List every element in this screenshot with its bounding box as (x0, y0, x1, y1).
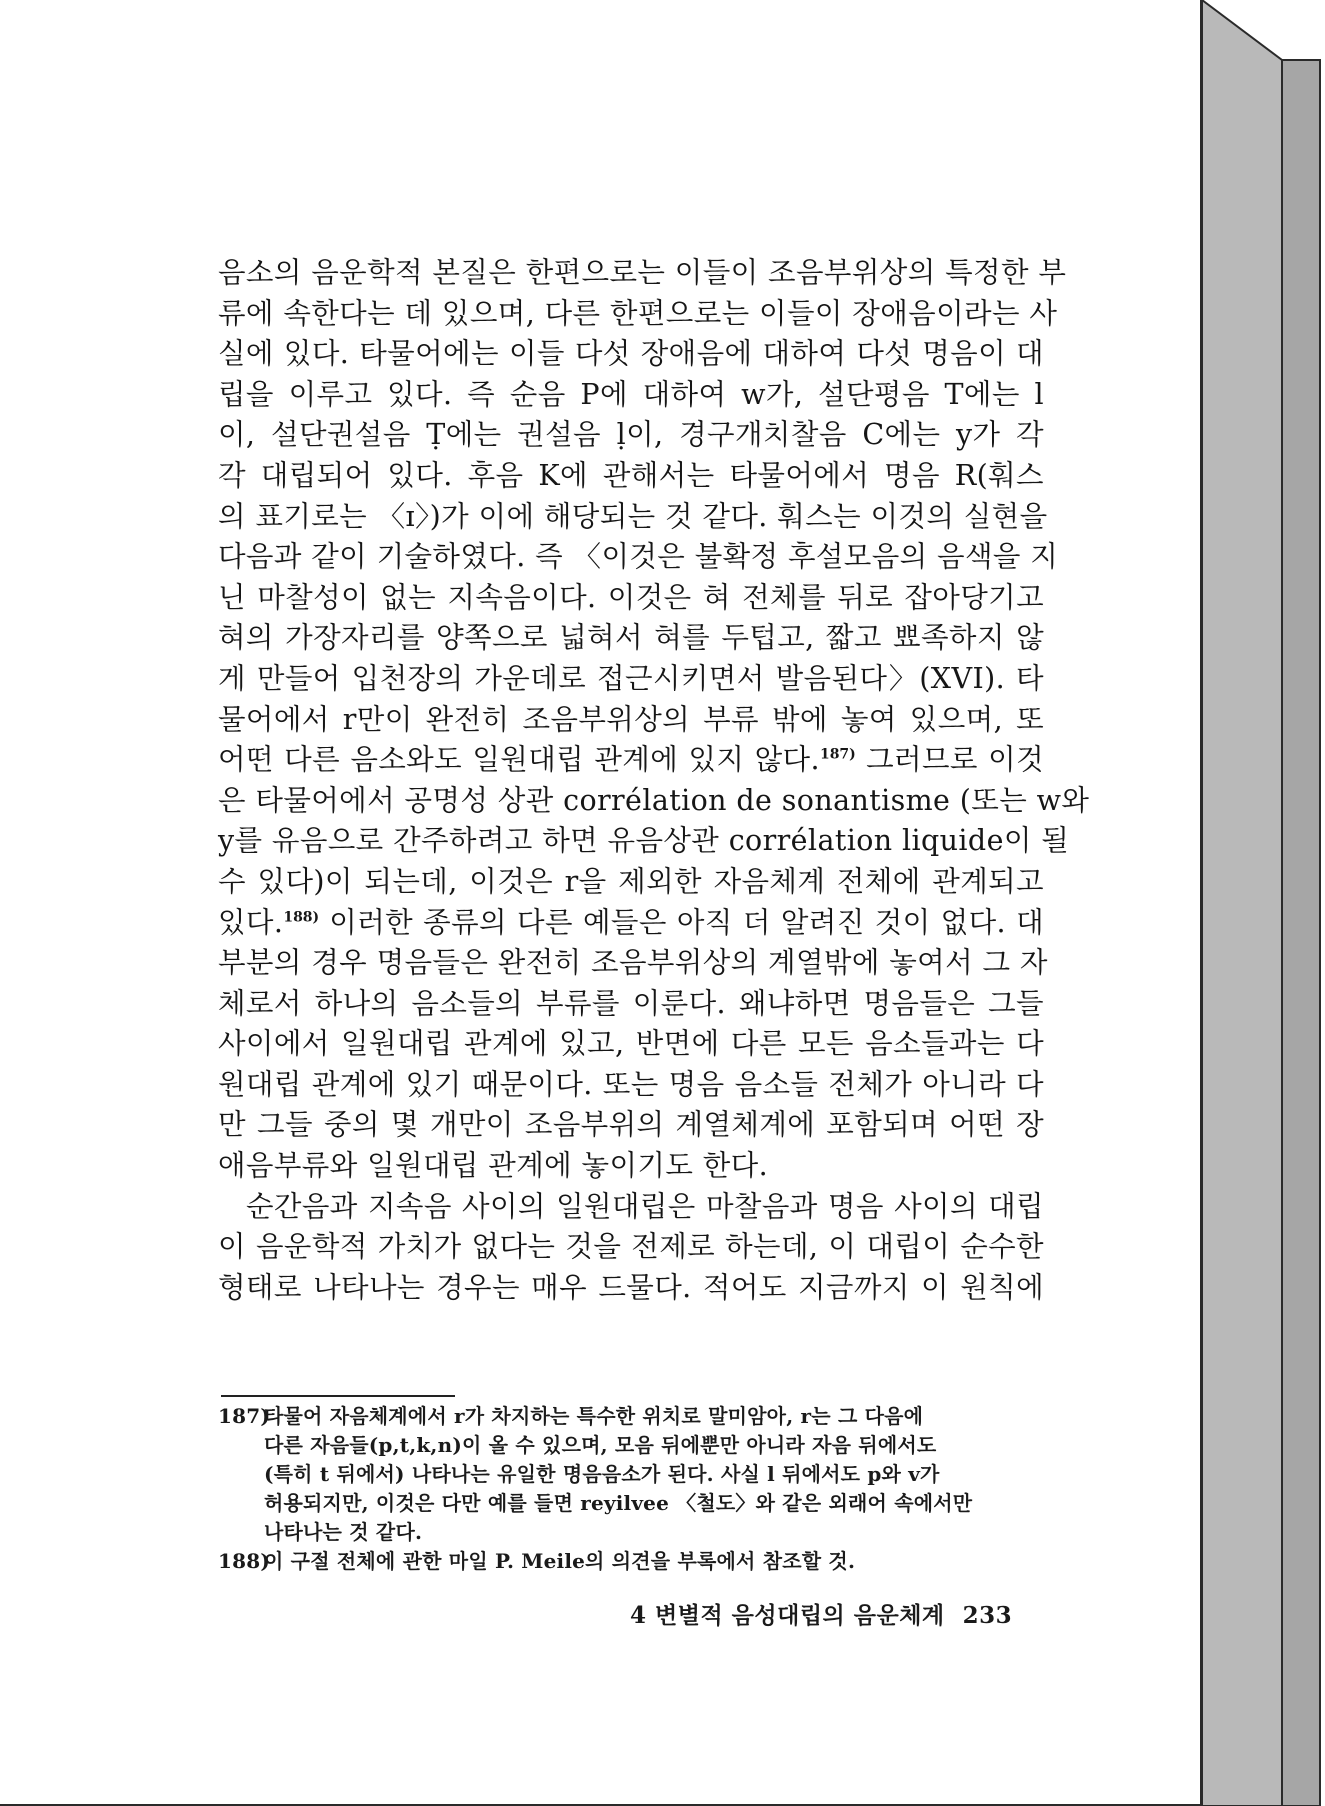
body-line-16: 수 있다)이 되는데, 이것은 r을 제외한 자음체계 전체에 관계되고 (218, 864, 1044, 898)
body-line-4: 립을 이루고 있다. 즉 순음 P에 대하여 w가, 설단평음 T에는 l (218, 377, 1044, 411)
body-line-26: 형태로 나타나는 경우는 매우 드물다. 적어도 지금까지 이 원칙에 (218, 1270, 1044, 1304)
body-line-24: 순간음과 지속음 사이의 일원대립은 마찰음과 명음 사이의 대립 (246, 1189, 1044, 1223)
body-line-25: 이 음운학적 가치가 없다는 것을 전제로 하는데, 이 대립이 순수한 (218, 1230, 1044, 1264)
body-text (218, 253, 1090, 1308)
body-line-6: 각 대립되어 있다. 후음 K에 관해서는 타물어에서 명음 R(훠스 (218, 458, 1044, 492)
chapter-title: 4 변별적 음성대립의 음운체계 (630, 1602, 945, 1629)
body-line-9: 닌 마찰성이 없는 지속음이다. 이것은 혀 전체를 뒤로 잡아당기고 (218, 580, 1044, 614)
body-line-17-text: 있다. (218, 905, 284, 939)
body-line-13 (218, 740, 1044, 781)
body-line-11: 게 만들어 입천장의 가운데로 접근시키면서 발음된다〉(XVI). 타 (218, 661, 1044, 695)
footnote-number: 188) (218, 1549, 271, 1573)
body-line-21: 원대립 관계에 있기 때문이다. 또는 명음 음소들 전체가 아니라 다 (218, 1067, 1044, 1101)
footnote-divider (221, 1395, 455, 1397)
body-line-17 (218, 903, 1044, 944)
body-line-7: 의 표기로는 〈ɪ〉)가 이에 해당되는 것 같다. 훠스는 이것의 실현을 (218, 499, 1048, 533)
body-line-15: y를 유음으로 간주하려고 하면 유음상관 corrélation liquide이 될 (218, 824, 1070, 858)
footnote-187-line-2: 다른 자음들(p,t,k,n)이 올 수 있으며, 모음 뒤에뿐만 아니라 자음 뒤에서도 (264, 1433, 937, 1457)
body-line-23: 애음부류와 일원대립 관계에 놓이기도 한다. (218, 1149, 769, 1183)
body-line-5: 이, 설단권설음 Ṭ에는 권설음 ḷ이, 경구개치찰음 C에는 y가 각 (218, 418, 1044, 452)
body-line-10: 혀의 가장자리를 양쪽으로 넓혀서 혀를 두텁고, 짧고 뾰족하지 않 (218, 621, 1044, 655)
body-line-8: 다음과 같이 기술하였다. 즉 〈이것은 불확정 후설모음의 음색을 지 (218, 540, 1059, 574)
body-line-3: 실에 있다. 타물어에는 이들 다섯 장애음에 대하여 다섯 명음이 대 (218, 337, 1044, 371)
body-line-17-tail: 이러한 종류의 다른 예들은 아직 더 알려진 것이 없다. 대 (329, 905, 1044, 939)
body-line-14: 은 타물어에서 공명성 상관 corrélation de sonantisme (또는 w와 (218, 783, 1090, 817)
footnotes (218, 1402, 1044, 1576)
footnote-text: 타물어 자음체계에서 r가 차지하는 특수한 위치로 말미암아, r는 그 다음에 (264, 1404, 924, 1428)
footnote-188-line-1 (218, 1547, 1044, 1576)
body-line-2: 류에 속한다는 데 있으며, 다른 한편으로는 이들이 장애음이라는 사 (218, 296, 1058, 330)
body-line-12: 물어에서 r만이 완전히 조음부위상의 부류 밖에 놓여 있으며, 또 (218, 702, 1044, 736)
body-line-18: 부분의 경우 명음들은 완전히 조음부위상의 계열밖에 놓여서 그 자 (218, 946, 1048, 980)
footnote-187-line-4: 허용되지만, 이것은 다만 예를 들면 reyilvee 〈철도〉와 같은 외래어 속에서만 (264, 1491, 973, 1515)
body-line-13-tail: 그러므로 이것 (866, 743, 1045, 777)
running-footer (630, 1597, 1012, 1630)
footnote-187-line-3: (특히 t 뒤에서) 나타나는 유일한 명음음소가 된다. 사실 l 뒤에서도 p와 v가 (264, 1462, 940, 1486)
footnote-ref-188[interactable]: 188) (283, 909, 320, 925)
body-line-22: 만 그들 중의 몇 개만이 조음부위의 계열체계에 포함되며 어떤 장 (218, 1108, 1044, 1142)
body-line-20: 사이에서 일원대립 관계에 있고, 반면에 다른 모든 음소들과는 다 (218, 1027, 1044, 1061)
body-line-1: 음소의 음운학적 본질은 한편으로는 이들이 조음부위상의 특정한 부 (218, 256, 1067, 289)
footnote-text: 이 구절 전체에 관한 마일 P. Meile의 의견을 부록에서 참조할 것. (264, 1549, 856, 1573)
footnote-187-line-5: 나타나는 것 같다. (264, 1520, 423, 1544)
body-line-13-text: 어떤 다른 음소와도 일원대립 관계에 있지 않다. (218, 743, 820, 777)
footnote-ref-187[interactable]: 187) (819, 746, 856, 763)
page-number: 233 (962, 1602, 1013, 1629)
body-line-19: 체로서 하나의 음소들의 부류를 이룬다. 왜냐하면 명음들은 그들 (218, 986, 1044, 1020)
footnote-187-line-1 (218, 1402, 1044, 1431)
footnote-number: 187) (218, 1404, 271, 1428)
